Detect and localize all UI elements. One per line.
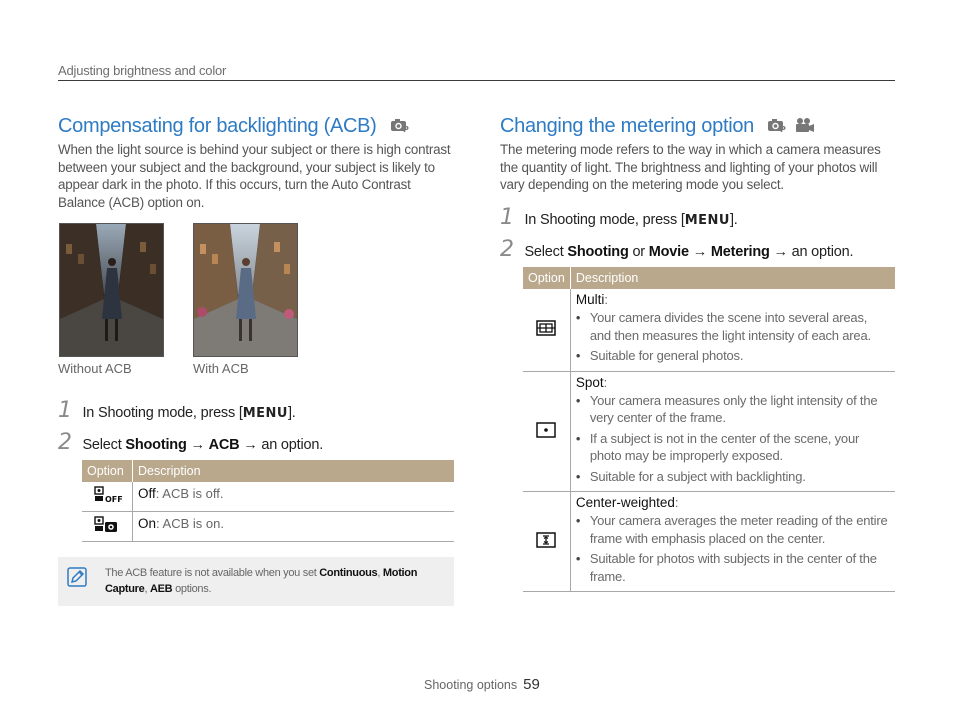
table-row: Spot: • Your camera measures only the light intensity of the very center of the frame. • If a subject is not in the center of the scene, your photo may be improperly exposed. • Suitable for a subject with backlighting. — [523, 371, 895, 492]
acb-title-text: Compensating for backlighting (ACB) — [58, 115, 377, 137]
acb-off-icon — [94, 492, 123, 507]
table-row: On: ACB is on. — [82, 512, 454, 542]
bullet-list — [576, 512, 890, 585]
note-text: The ACB feature is not available when you set Continuous, Motion Capture, AEB options. — [105, 567, 418, 595]
list-item: • Suitable for general photos. — [590, 347, 890, 365]
note-box — [58, 557, 454, 606]
svg-text:P: P — [402, 125, 409, 134]
step-number: 2 — [58, 430, 72, 455]
movie-camera-icon — [795, 116, 815, 139]
list-item: • If a subject is not in the center of the scene, your photo may be improperly exposed. — [590, 430, 890, 465]
caption-without-acb: Without ACB — [58, 361, 132, 376]
acb-options-table — [82, 460, 454, 542]
acb-step-1 — [58, 398, 296, 423]
metering-intro: The metering mode refers to the way in which a camera measures the quantity of light. The brightness and lighting of your photos will vary depending on the metering mode you select. — [500, 142, 881, 192]
step-text: Select Shooting → ACB → an option. — [82, 437, 324, 453]
note-pencil-icon — [67, 567, 87, 592]
table-row: Multi: • Your camera divides the scene into several areas, and then measures the light intensity of each area. • Suitable for general photos. — [523, 289, 895, 371]
center-weighted-metering-icon — [536, 536, 556, 551]
acb-section-title — [58, 115, 410, 139]
table-row: OFF Off: ACB is off. — [82, 482, 454, 512]
page-number: 59 — [523, 676, 540, 693]
photo-without-acb — [59, 223, 164, 357]
step-number: 2 — [500, 237, 514, 262]
list-item: • Your camera averages the meter reading of the entire frame with emphasis placed on the center. — [590, 512, 890, 547]
table-row: Center-weighted: • Your camera averages the meter reading of the entire frame with emphasis placed on the center. • Suitable for photos with subjects in the center of the frame. — [523, 492, 895, 592]
page-footer — [424, 676, 540, 693]
acb-intro: When the light source is behind your subject or there is high contrast between your subject and the background, your subject is likely to appear dark in the photo. If this occurs, turn the Auto Contrast Balance (ACB) option on. — [58, 142, 451, 210]
menu-key: MENU — [242, 406, 288, 421]
photo-with-acb — [193, 223, 298, 357]
camera-p-icon — [390, 116, 410, 139]
col-description: Description — [133, 460, 455, 482]
camera-p-icon — [767, 116, 787, 139]
step-text: In Shooting mode, press [MENU]. — [524, 212, 738, 228]
spot-metering-icon — [536, 426, 556, 441]
bullet-list — [576, 392, 890, 486]
menu-key: MENU — [684, 213, 730, 228]
svg-text:P: P — [780, 125, 786, 134]
breadcrumb: Adjusting brightness and color — [58, 63, 227, 78]
step-text: In Shooting mode, press [MENU]. — [82, 405, 296, 421]
footer-section: Shooting options — [424, 678, 518, 692]
svg-text:OFF: OFF — [105, 495, 123, 504]
bullet-list — [576, 309, 890, 365]
step-number: 1 — [500, 205, 514, 230]
acb-step-2 — [58, 430, 323, 455]
metering-options-table — [523, 267, 895, 592]
metering-section-title — [500, 115, 815, 139]
acb-on-icon — [94, 522, 120, 537]
col-option: Option — [82, 460, 133, 482]
caption-with-acb: With ACB — [193, 361, 249, 376]
metering-title-text: Changing the metering option — [500, 115, 755, 137]
metering-step-2 — [500, 237, 853, 262]
list-item: • Suitable for a subject with backlighting. — [590, 468, 890, 486]
header-divider — [58, 80, 895, 81]
col-option: Option — [523, 267, 570, 289]
list-item: • Your camera measures only the light intensity of the very center of the frame. — [590, 392, 890, 427]
step-number: 1 — [58, 398, 72, 423]
multi-metering-icon — [536, 324, 556, 339]
metering-step-1 — [500, 205, 738, 230]
step-text: Select Shooting or Movie → Metering → an option. — [524, 244, 854, 260]
list-item: • Suitable for photos with subjects in the center of the frame. — [590, 550, 890, 585]
list-item: • Your camera divides the scene into several areas, and then measures the light intensity of each area. — [590, 309, 890, 344]
col-description: Description — [570, 267, 895, 289]
